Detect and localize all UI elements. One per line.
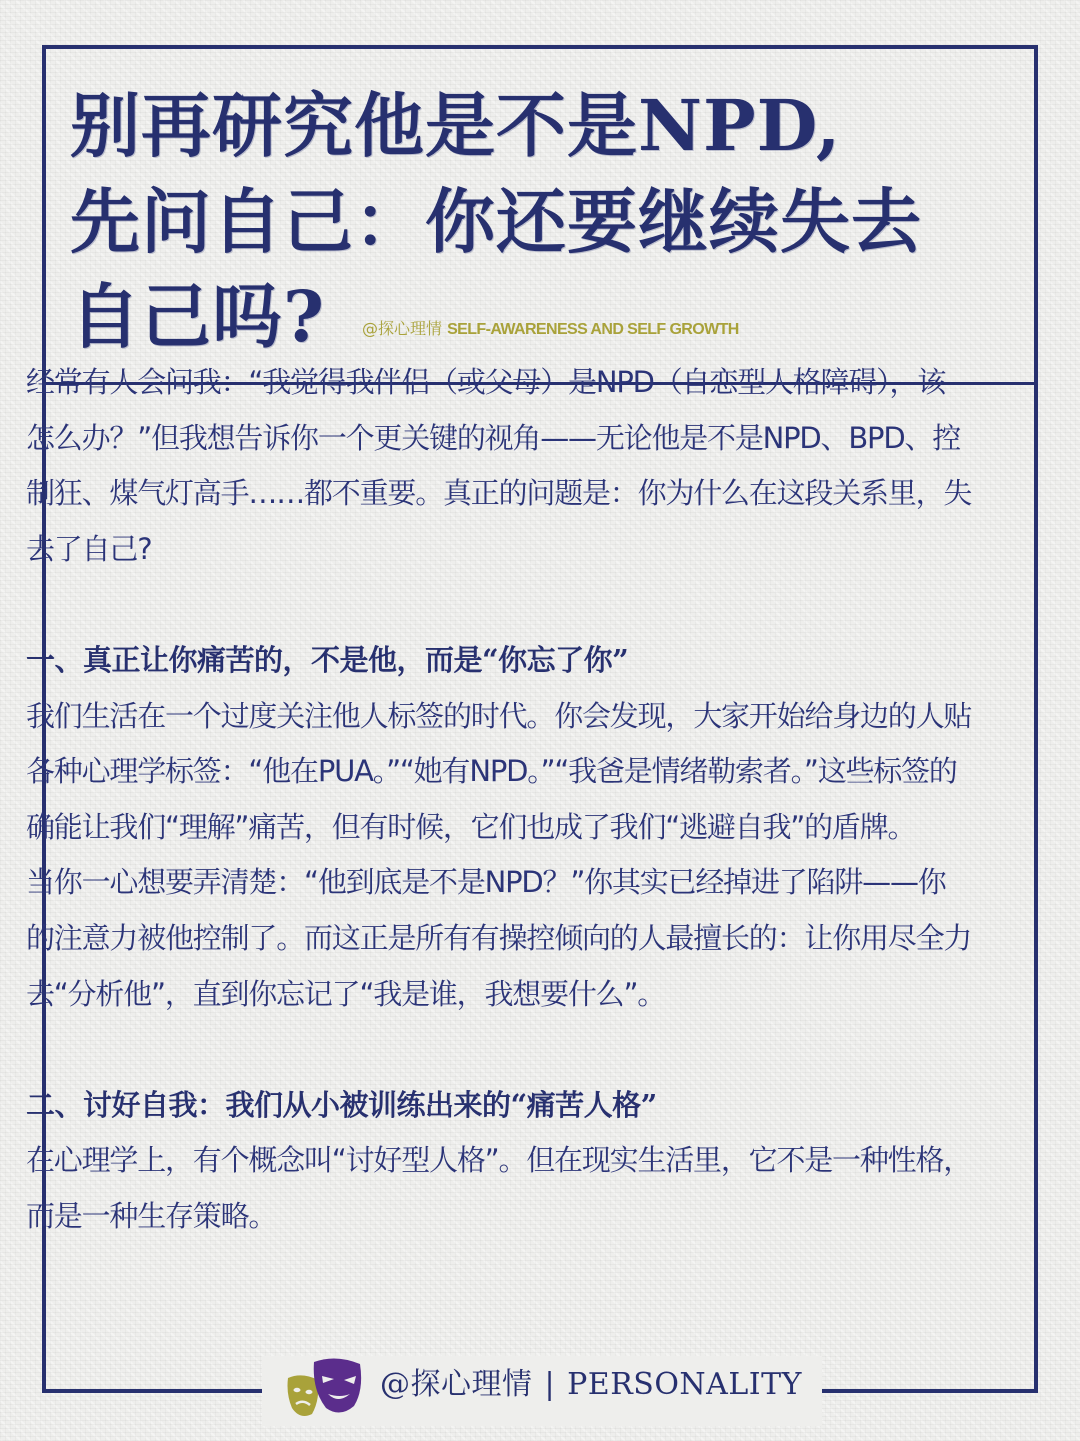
intro-paragraph: 经常有人会问我：“我觉得我伴侣（或父母）是NPD（自恋型人格障碍），该怎么办？”但我想告诉你一个更关键的视角——无论他是不是NPD、BPD、控制狂、煤气灯高手……都不重要。真正的问题是：你为什么在这段关系里，失去了自己? <box>26 365 972 566</box>
section-1-paragraph-1: 我们生活在一个过度关注他人标签的时代。你会发现，大家开始给身边的人贴各种心理学标签：“他在PUA。”“她有NPD。”“我爸是情绪勒索者。”这些标签的确能让我们“理解”痛苦，但有时候，它们也成了我们“逃避自我”的盾牌。 <box>26 698 972 844</box>
subtitle-handle: @探心理情 <box>362 319 448 338</box>
brand-handle: @探心理情 <box>380 1367 533 1402</box>
section-1-heading: 一、真正让你痛苦的，不是他，而是“你忘了你” <box>26 642 629 677</box>
title-line-1: 别再研究他是不是NPD, <box>70 84 842 167</box>
section-1-paragraph-2: 当你一心想要弄清楚：“他到底是不是NPD？”你其实已经掉进了陷阱——你的注意力被他控制了。而这正是所有有操控倾向的人最擅长的：让你用尽全力去“分析他”，直到你忘记了“我是谁，我想要什么”。 <box>26 865 972 1011</box>
brand-label: PERSONALITY <box>567 1367 802 1402</box>
article-body <box>26 355 972 1245</box>
spacer <box>26 1022 972 1078</box>
subtitle-slogan: SELF-AWARENESS AND SELF GROWTH <box>447 321 739 338</box>
title-line-2: 先问自己：你还要继续失去 <box>70 180 922 263</box>
footer-brand <box>380 1367 802 1402</box>
subtitle-tag <box>362 321 739 338</box>
section-2-heading: 二、讨好自我：我们从小被训练出来的“痛苦人格” <box>26 1087 657 1122</box>
section-2-paragraph-1: 在心理学上，有个概念叫“讨好型人格”。但在现实生活里，它不是一种性格，而是一种生存策略。 <box>26 1143 972 1233</box>
brand-separator: | <box>544 1367 556 1402</box>
title-line-3: 自己吗? <box>70 275 326 358</box>
title-header <box>46 49 1034 385</box>
footer-brand-bar <box>262 1356 822 1426</box>
spacer <box>26 577 972 633</box>
theater-masks-icon <box>284 1356 374 1426</box>
